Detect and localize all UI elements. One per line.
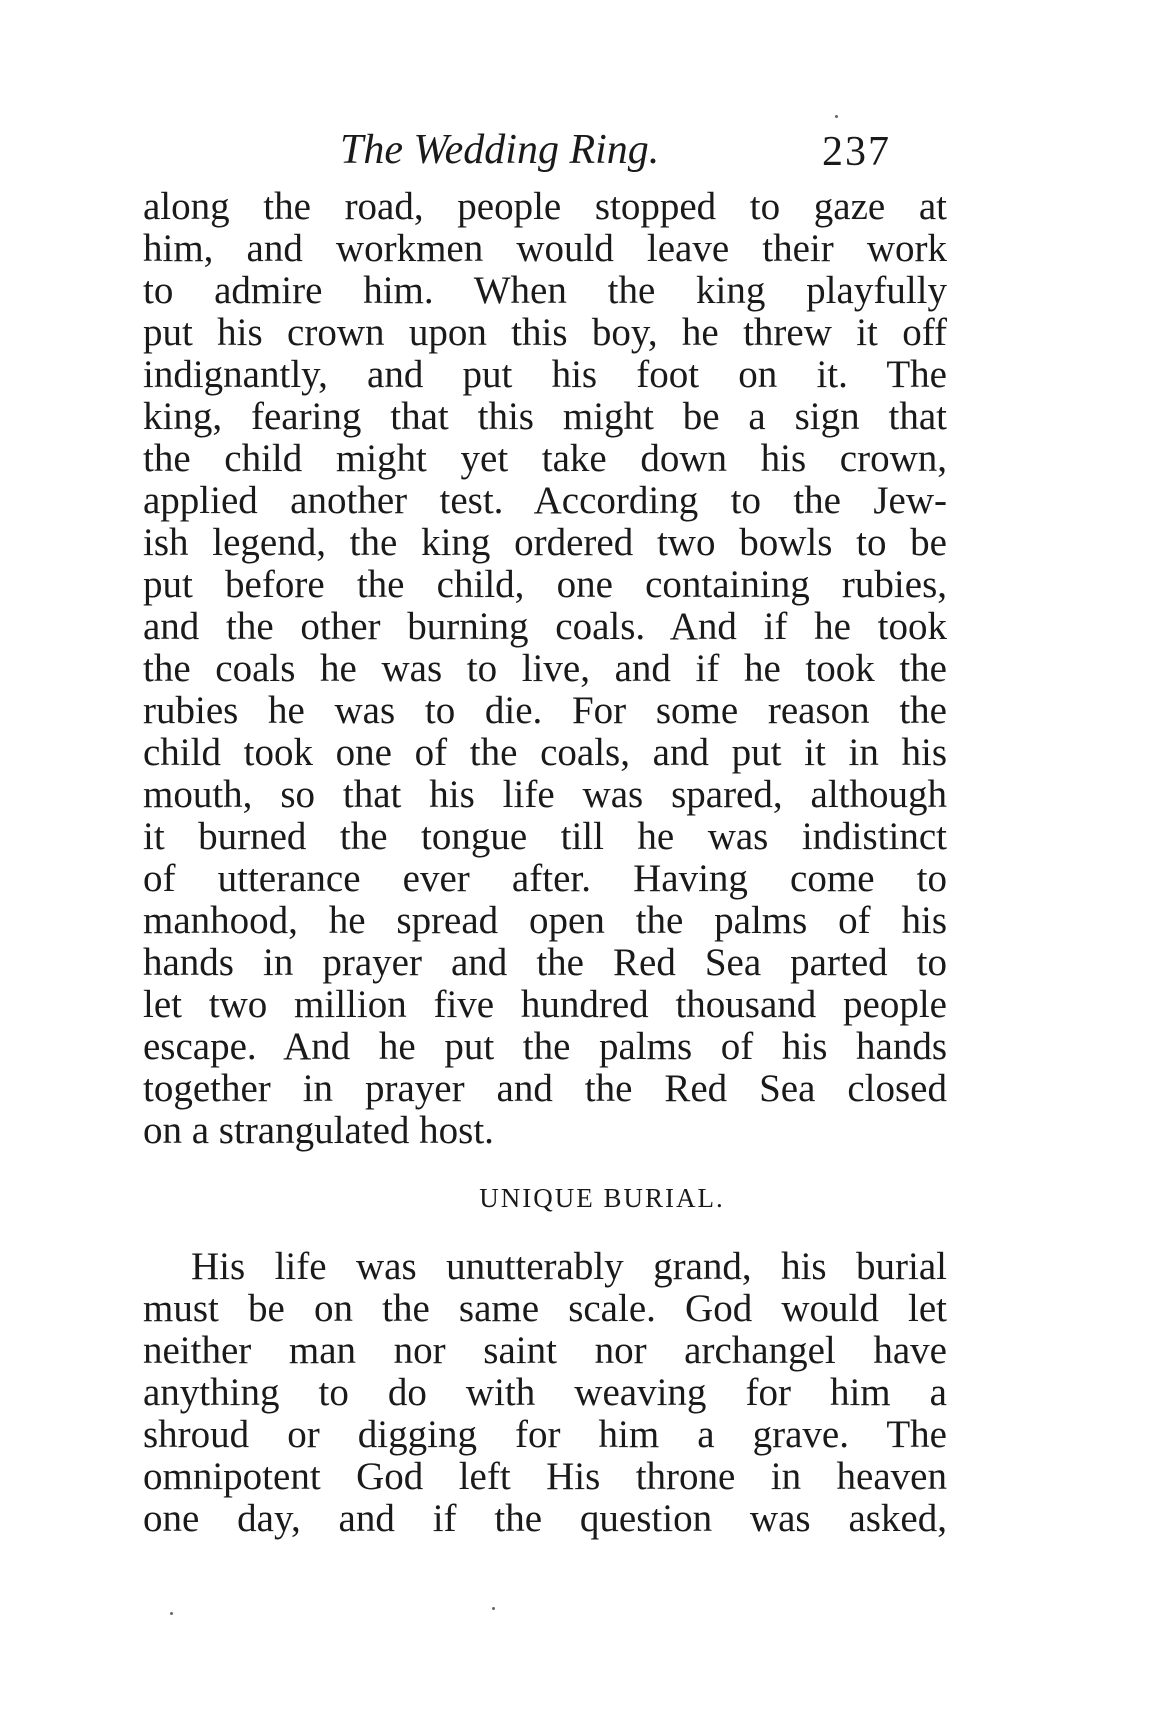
text-line: His life was unutterably grand, his burial xyxy=(191,1245,947,1288)
page-number: 237 xyxy=(822,129,891,175)
text-line: ish legend, the king ordered two bowls to be xyxy=(143,521,947,564)
text-line: and the other burning coals. And if he took xyxy=(143,605,947,648)
scan-speck xyxy=(170,1612,173,1615)
text-line: must be on the same scale. God would let xyxy=(143,1287,947,1330)
text-line: child took one of the coals, and put it in his xyxy=(143,731,947,774)
text-line: one day, and if the question was asked, xyxy=(143,1497,947,1540)
text-line: omnipotent God left His throne in heaven xyxy=(143,1455,947,1498)
section-heading: UNIQUE BURIAL. xyxy=(479,1183,725,1213)
text-line: the child might yet take down his crown, xyxy=(143,437,947,480)
text-line: it burned the tongue till he was indistinct xyxy=(143,815,947,858)
text-line: applied another test. According to the Jew- xyxy=(143,479,947,522)
text-line: him, and workmen would leave their work xyxy=(143,227,947,270)
running-title: The Wedding Ring. xyxy=(340,127,660,173)
text-line: rubies he was to die. For some reason the xyxy=(143,689,947,732)
text-line: indignantly, and put his foot on it. The xyxy=(143,353,947,396)
text-line: along the road, people stopped to gaze at xyxy=(143,185,947,228)
text-line: put his crown upon this boy, he threw it off xyxy=(143,311,947,354)
text-line: king, fearing that this might be a sign that xyxy=(143,395,947,438)
section-body-text xyxy=(143,1246,947,1540)
text-line: let two million five hundred thousand people xyxy=(143,983,947,1026)
scan-speck xyxy=(492,1607,495,1610)
text-line: together in prayer and the Red Sea closed xyxy=(143,1067,947,1110)
body-text xyxy=(143,186,947,1152)
text-line: manhood, he spread open the palms of his xyxy=(143,899,947,942)
scan-speck xyxy=(835,115,838,118)
text-line: on a strangulated host. xyxy=(143,1109,494,1152)
text-line: anything to do with weaving for him a xyxy=(143,1371,947,1414)
text-line: escape. And he put the palms of his hands xyxy=(143,1025,947,1068)
text-line: shroud or digging for him a grave. The xyxy=(143,1413,947,1456)
text-line: put before the child, one containing rubies, xyxy=(143,563,947,606)
text-line: mouth, so that his life was spared, although xyxy=(143,773,947,816)
text-line: the coals he was to live, and if he took the xyxy=(143,647,947,690)
text-line: hands in prayer and the Red Sea parted to xyxy=(143,941,947,984)
page-header xyxy=(340,120,940,180)
text-line: to admire him. When the king playfully xyxy=(143,269,947,312)
text-line: neither man nor saint nor archangel have xyxy=(143,1329,947,1372)
text-line: of utterance ever after. Having come to xyxy=(143,857,947,900)
